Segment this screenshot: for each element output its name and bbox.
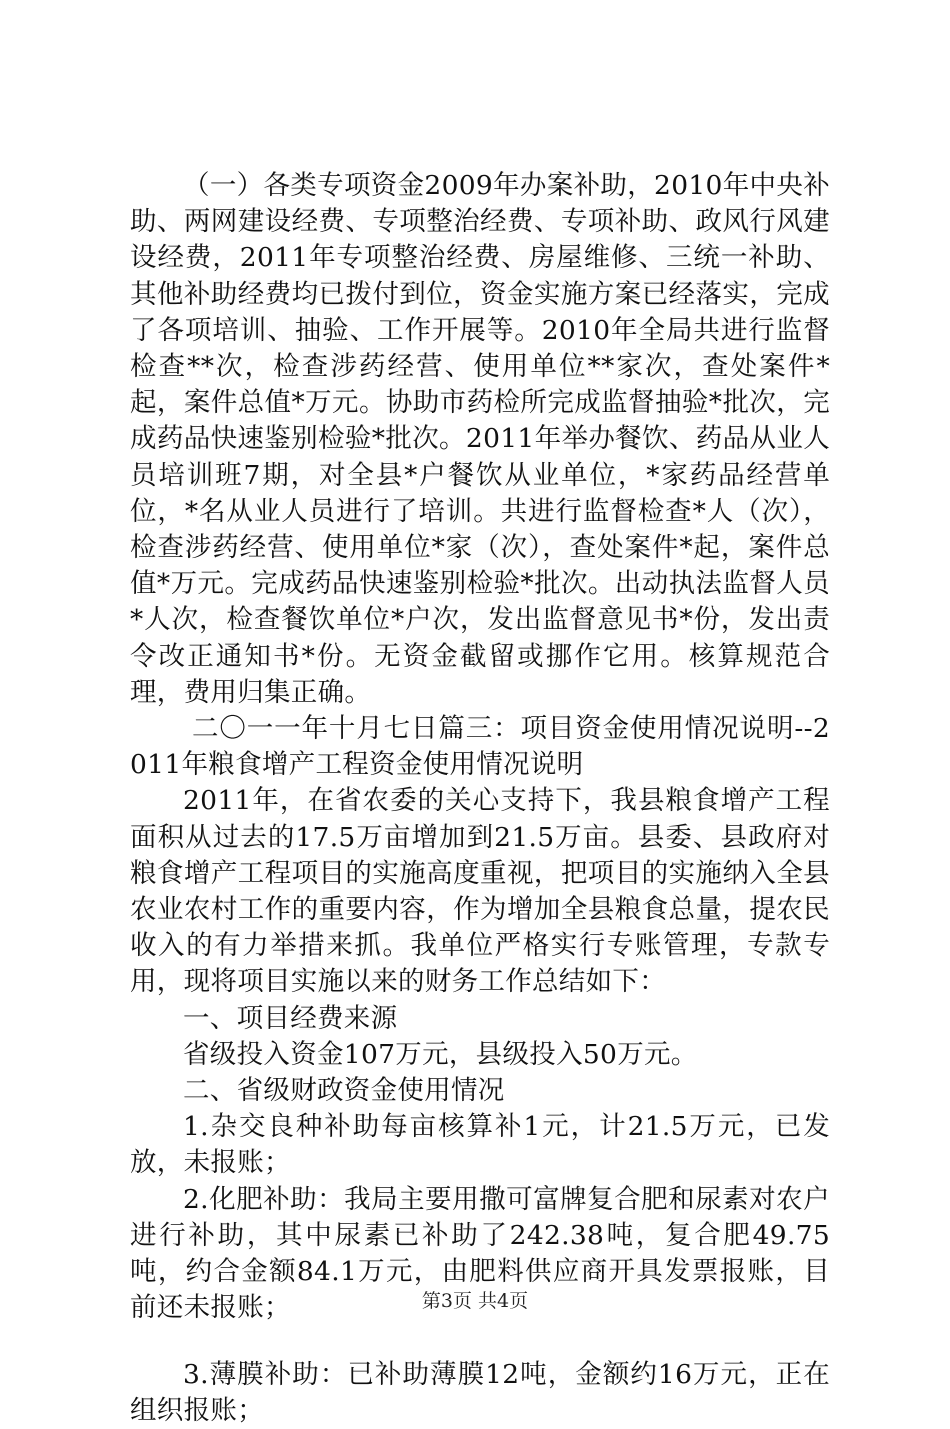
list-item-hybrid-seed: 1.杂交良种补助每亩核算补1元，计21.5万元，已发放，未报账；	[130, 1111, 830, 1179]
page-number-footer: 第3页 共4页	[421, 1290, 529, 1312]
paragraph-grain-project-intro: 2011年，在省农委的关心支持下，我县粮食增产工程面积从过去的17.5万亩增加到21.5万亩。县委、县政府对粮食增产工程项目的实施高度重视，把项目的实施纳入全县农业农村工作的重要内容，作为增加全县粮食总量，提农民收入的有力举措来抓。我单位严格实行专账管理，专款专用，现将项目实施以来的财务工作总结如下：	[130, 785, 830, 998]
document-body	[130, 168, 830, 1429]
paragraph-date-heading: 二〇一一年十月七日篇三：项目资金使用情况说明--2011年粮食增产工程资金使用情况说明	[130, 713, 830, 781]
paragraph-funding-amounts: 省级投入资金107万元，县级投入50万元。	[183, 1038, 698, 1070]
section-heading-funding-source: 一、项目经费来源	[183, 1002, 398, 1034]
list-item-fertilizer: 2.化肥补助：我局主要用撒可富牌复合肥和尿素对农户进行补助，其中尿素已补助了242.38吨，复合肥49.75吨，约合金额84.1万元，由肥料供应商开具发票报账，目前还未报账；	[130, 1183, 830, 1324]
section-heading-provincial-usage: 二、省级财政资金使用情况	[183, 1075, 505, 1107]
paragraph-special-funds: （一）各类专项资金2009年办案补助，2010年中央补助、两网建设经费、专项整治经费、专项补助、政风行风建设经费，2011年专项整治经费、房屋维修、三统一补助、其他补助经费均已拨付到位，资金实施方案已经落实，完成了各项培训、抽验、工作开展等。2010年全局共进行监督检查**次，检查涉药经营、使用单位**家次，查处案件*起，案件总值*万元。协助市药检所完成监督抽验*批次，完成药品快速鉴别检验*批次。2011年举办餐饮、药品从业人员培训班7期，对全县*户餐饮从业单位，*家药品经营单位，*名从业人员进行了培训。共进行监督检查*人（次），检查涉药经营、使用单位*家（次），查处案件*起，案件总值*万元。完成药品快速鉴别检验*批次。出动执法监督人员*人次，检查餐饮单位*户次，发出监督意见书*份，发出责令改正通知书*份。无资金截留或挪作它用。核算规范合理，费用归集正确。	[130, 170, 830, 708]
list-item-plastic-film: 3.薄膜补助：已补助薄膜12吨，金额约16万元，正在组织报账；	[130, 1358, 830, 1426]
